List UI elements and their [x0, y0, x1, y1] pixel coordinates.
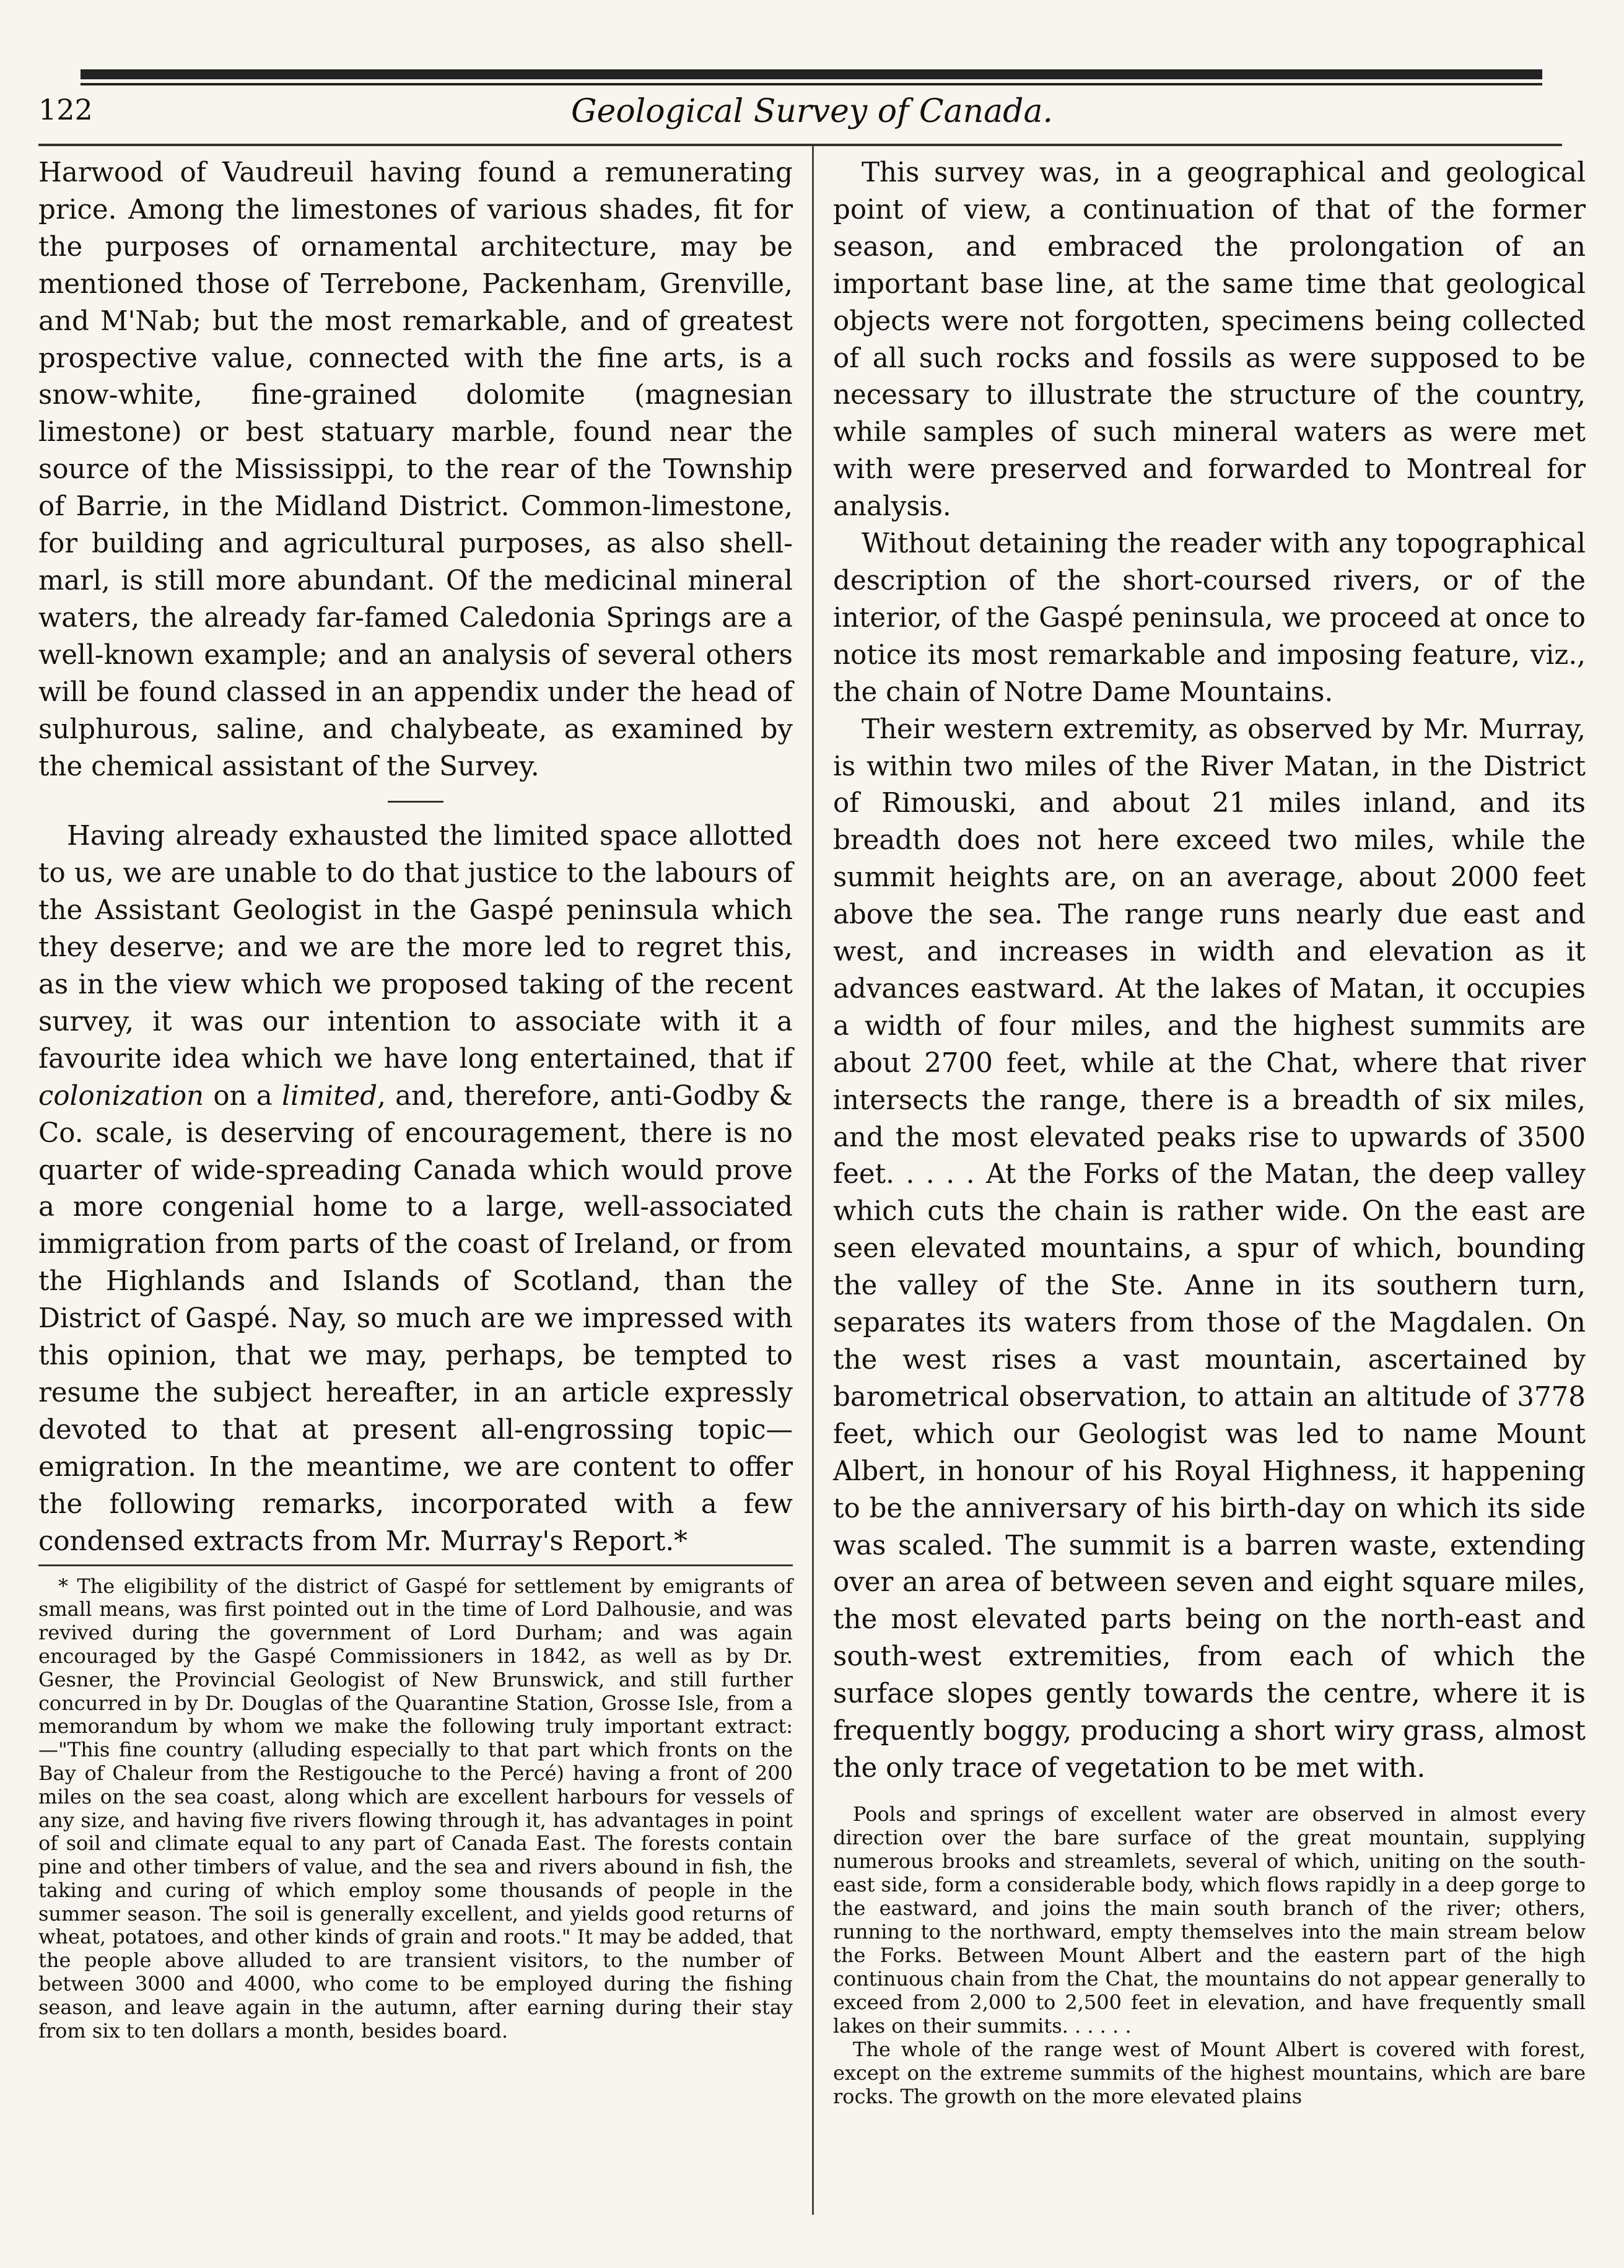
right-paragraph-2: Without detaining the reader with any topographical description of the short-coursed rivers, or of the interior, of the Gaspé peninsula, we proceed at once to notice its most remarkable and imposing feature, viz., the chain of Notre Dame Mountains.	[833, 528, 1586, 708]
column-divider	[812, 146, 814, 2215]
right-paragraph-1: This survey was, in a geographical and geological point of view, a continuation of that of the former season, and embraced the prolongation of an important base line, at the same time that geological objects were not forgotten, specimens being collected of all such rocks and fossils as were supposed to be necessary to illustrate the structure of the country, while samples of such mineral waters as were met with were preserved and forwarded to Montreal for analysis.	[833, 157, 1586, 523]
emphasis-colonization: colonization	[38, 1080, 204, 1112]
page-number: 122	[38, 93, 93, 126]
quote-gap	[833, 1787, 1586, 1802]
left-paragraph-1: Harwood of Vaudreuil having found a remunerating price. Among the limestones of various shades, fit for the purposes of ornamental architecture, may be mentioned those of Terrebone, Packenham, Grenville, and M'Nab; but the most remarkable, and of greatest prospective value, connected with the fine arts, is a snow-white, fine-grained dolomite (magnesian limestone) or best statuary marble, found near the source of the Mississippi, to the rear of the Township of Barrie, in the Midland District. Common-limestone, for building and agricultural purposes, as also shell-marl, is still more abundant. Of the medicinal mineral waters, the already far-famed Caledonia Springs are a well-known example; and an analysis of several others will be found classed in an appendix under the head of sulphurous, saline, and chalybeate, as examined by the chemical assistant of the Survey.	[38, 157, 793, 782]
right-paragraph-3: Their western extremity, as observed by Mr. Murray, is within two miles of the River Matan, in the District of Rimouski, and about 21 miles inland, and its breadth does not here exceed two miles, while the summit heights are, on an average, about 2000 feet above the sea. The range runs nearly due east and west, and increases in width and elevation as it advances eastward. At the lakes of Matan, it occupies a width of four miles, and the highest summits are about 2700 feet, while at the Chat, where that river intersects the range, there is a breadth of six miles, and the most elevated peaks rise to upwards of 3500 feet. . . . . At the Forks of the Matan, the deep valley which cuts the chain is rather wide. On the east are seen elevated mountains, a spur of which, bounding the valley of the Ste. Anne in its southern turn, separates its waters from those of the Magdalen. On the west rises a vast mountain, ascertained by barometrical observation, to attain an altitude of 3778 feet, which our Geologist was led to name Mount Albert, in honour of his Royal Highness, it happening to be the anniversary of his birth-day on which its side was scaled. The summit is a barren waste, extending over an area of between seven and eight square miles, the most elevated parts being on the north-east and south-west extremities, from each of which the surface slopes gently towards the centre, where it is frequently boggy, producing a short wiry grass, almost the only trace of vegetation to be met with.	[833, 713, 1586, 1784]
left-paragraph-2-part-b: on a	[204, 1080, 282, 1112]
footnote-rule	[38, 1564, 793, 1566]
emphasis-limited: limited	[282, 1080, 378, 1112]
header-rule	[38, 144, 1562, 146]
left-column	[38, 155, 793, 2043]
top-decorative-rule-thin	[81, 83, 1542, 85]
top-decorative-rule	[81, 69, 1542, 79]
extract-paragraph-2: The whole of the range west of Mount Albert is covered with forest, except on the extreme summits of the highest mountains, which are bare rocks. The growth on the more elevated plains	[833, 2037, 1586, 2108]
section-separator	[388, 801, 443, 803]
left-paragraph-2	[38, 818, 793, 1560]
left-paragraph-2-part-c: , and, therefore, anti-Godby & Co. scale, is deserving of encouragement, there is no quarter of wide-spreading Canada which would prove a more congenial home to a large, well-associated immigration from parts of the coast of Ireland, or from the Highlands and Islands of Scotland, than the District of Gaspé. Nay, so much are we impressed with this opinion, that we may, perhaps, be tempted to resume the subject hereafter, in an article expressly devoted to that at present all-engrossing topic—emigration. In the meantime, we are content to offer the following remarks, incorporated with a few condensed extracts from Mr. Murray's Report.*	[38, 1080, 793, 1557]
extract-paragraph-1: Pools and springs of excellent water are observed in almost every direction over the bare surface of the great mountain, supplying numerous brooks and streamlets, several of which, uniting on the south-east side, form a considerable body, which flows rapidly in a deep gorge to the eastward, and joins the main south branch of the river; others, running to the northward, empty themselves into the main stream below the Forks. Between Mount Albert and the eastern part of the high continuous chain from the Chat, the mountains do not appear generally to exceed from 2,000 to 2,500 feet in elevation, and have frequently small lakes on their summits. . . . . .	[833, 1802, 1586, 2038]
right-column	[833, 155, 1586, 2108]
running-title: Geological Survey of Canada.	[571, 93, 1053, 130]
footnote: * The eligibility of the district of Gaspé for settlement by emigrants of small means, was first pointed out in the time of Lord Dalhousie, and was revived during the government of Lord Durham; and was again encouraged by the Gaspé Commissioners in 1842, as well as by Dr. Gesner, the Provincial Geologist of New Brunswick, and still further concurred in by Dr. Douglas of the Quarantine Station, Grosse Isle, from a memorandum by whom we make the following truly important extract:—"This fine country (alluding especially to that part which fronts on the Bay of Chaleur from the Restigouche to the Percé) having a front of 200 miles on the sea coast, along which are excellent harbours for vessels of any size, and having five rivers flowing through it, has advantages in point of soil and climate equal to any part of Canada East. The forests contain pine and other timbers of value, and the sea and rivers abound in fish, the taking and curing of which employ some thousands of people in the summer season. The soil is generally excellent, and yields good returns of wheat, potatoes, and other kinds of grain and roots." It may be added, that the people above alluded to are transient visitors, to the number of between 3000 and 4000, who come to be employed during the fishing season, and leave again in the autumn, after earning during their stay from six to ten dollars a month, besides board.	[38, 1574, 793, 2043]
left-paragraph-2-part-a: Having already exhausted the limited space allotted to us, we are unable to do that justice to the labours of the Assistant Geologist in the Gaspé peninsula which they deserve; and we are the more led to regret this, as in the view which we proposed taking of the recent survey, it was our intention to associate with it a favourite idea which we have long entertained, that if	[38, 821, 793, 1075]
